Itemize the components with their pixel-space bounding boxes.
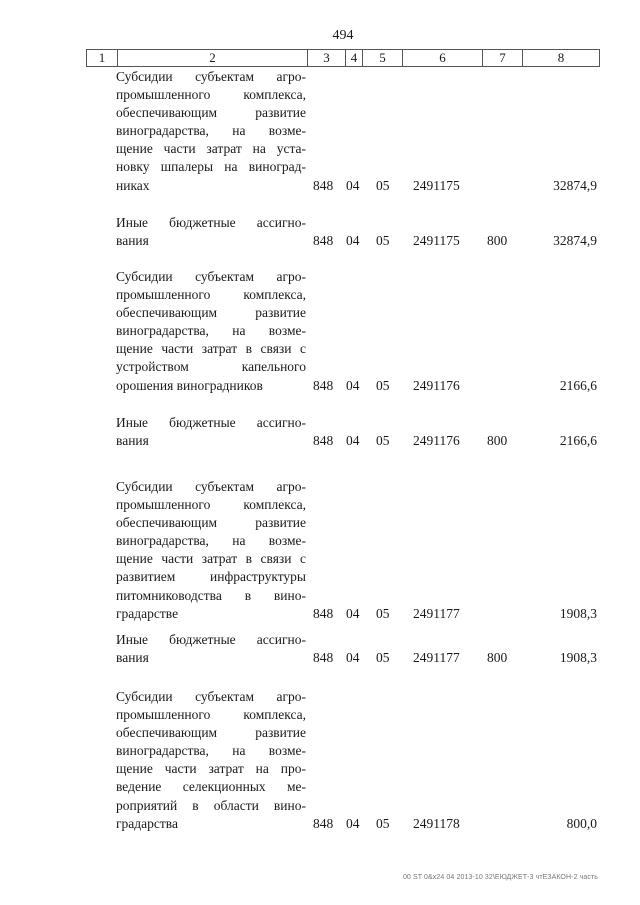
cell-c5: 05: [376, 433, 390, 449]
cell-c3: 848: [313, 233, 334, 249]
description-line: Иные бюджетные ассигно-: [116, 632, 306, 647]
cell-c5: 05: [376, 233, 390, 249]
description-line: вания: [116, 650, 149, 666]
description-line: орошения виноградников: [116, 377, 263, 393]
description-line: вания: [116, 233, 149, 249]
cell-c6: 2491177: [413, 650, 460, 666]
cell-c4: 04: [346, 177, 360, 193]
header-col-7: 7: [482, 50, 522, 66]
header-col-2: 2: [117, 50, 307, 66]
header-col-4: 4: [345, 50, 362, 66]
cell-c5: 05: [376, 377, 390, 393]
description-line: щение части затрат на про-: [116, 761, 306, 777]
description-line: устройством капельного: [116, 359, 306, 375]
description-line: питомниководства в вино-: [116, 587, 306, 603]
description-line: Субсидии субъектам агро-: [116, 479, 306, 494]
header-col-1: 1: [98, 50, 106, 65]
cell-c4: 04: [346, 650, 360, 666]
cell-c7: 800: [487, 650, 508, 666]
cell-c8: 2166,6: [559, 377, 597, 393]
cell-c3: 848: [313, 177, 334, 193]
row-description: [116, 68, 306, 195]
description-line: обеспечивающим развитие: [116, 515, 306, 531]
cell-c5: 05: [376, 177, 390, 193]
description-line: Иные бюджетные ассигно-: [116, 415, 306, 430]
cell-c6: 2491176: [413, 433, 460, 449]
cell-c8: 1908,3: [559, 605, 597, 621]
description-line: градарстве: [116, 605, 179, 621]
cell-c8: 1908,3: [559, 650, 597, 666]
cell-c6: 2491177: [413, 605, 460, 621]
header-col-3: 3: [307, 50, 345, 66]
description-line: щение части затрат на уста-: [116, 141, 306, 157]
description-line: виноградарства, на возме-: [116, 123, 306, 139]
header-col-5: 5: [362, 50, 402, 66]
row-description: [116, 631, 306, 667]
description-line: вания: [116, 433, 149, 449]
description-line: ведение селекционных ме-: [116, 779, 306, 795]
cell-c8: 2166,6: [559, 433, 597, 449]
cell-c8: 32874,9: [553, 233, 597, 249]
header-col-8: 8: [522, 50, 599, 66]
cell-c4: 04: [346, 605, 360, 621]
description-line: роприятий в области вино-: [116, 797, 306, 813]
table-header: [86, 49, 600, 67]
cell-c6: 2491175: [413, 177, 460, 193]
cell-c5: 05: [376, 605, 390, 621]
description-line: Субсидии субъектам агро-: [116, 269, 306, 284]
description-line: обеспечивающим развитие: [116, 105, 306, 121]
description-line: виноградарства, на возме-: [116, 533, 306, 549]
description-line: никах: [116, 177, 150, 193]
cell-c5: 05: [376, 650, 390, 666]
description-line: щение части затрат в связи с: [116, 551, 306, 567]
description-line: виноградарства, на возме-: [116, 743, 306, 759]
cell-c6: 2491175: [413, 233, 460, 249]
description-line: промышленного комплекса,: [116, 287, 306, 303]
description-line: развитием инфраструктуры: [116, 569, 306, 585]
cell-c6: 2491178: [413, 815, 460, 831]
cell-c4: 04: [346, 233, 360, 249]
description-line: промышленного комплекса,: [116, 707, 306, 723]
cell-c6: 2491176: [413, 377, 460, 393]
cell-c3: 848: [313, 377, 334, 393]
description-line: Субсидии субъектам агро-: [116, 689, 306, 704]
cell-c7: 800: [487, 433, 508, 449]
description-line: промышленного комплекса,: [116, 87, 306, 103]
row-description: [116, 414, 306, 450]
description-line: обеспечивающим развитие: [116, 305, 306, 321]
row-description: [116, 478, 306, 623]
cell-c4: 04: [346, 377, 360, 393]
description-line: Иные бюджетные ассигно-: [116, 215, 306, 230]
row-description: [116, 688, 306, 833]
footer-stamp: 00 ST 0&x24 04 2013-10 32\ЕЮДЖЕТ-3 чтЕЗАКОН-2 часть: [402, 874, 598, 881]
cell-c8: 32874,9: [553, 177, 597, 193]
description-line: градарства: [116, 815, 178, 831]
row-description: [116, 268, 306, 395]
cell-c4: 04: [346, 815, 360, 831]
cell-c3: 848: [313, 650, 334, 666]
cell-c7: 800: [487, 233, 508, 249]
description-line: промышленного комплекса,: [116, 497, 306, 513]
cell-c3: 848: [313, 605, 334, 621]
description-line: обеспечивающим развитие: [116, 725, 306, 741]
description-line: виноградарства, на возме-: [116, 323, 306, 339]
header-col-6: 6: [402, 50, 482, 66]
cell-c3: 848: [313, 433, 334, 449]
cell-c8: 800,0: [566, 815, 597, 831]
description-line: Субсидии субъектам агро-: [116, 69, 306, 84]
page-number: 494: [332, 28, 354, 43]
cell-c5: 05: [376, 815, 390, 831]
cell-c3: 848: [313, 815, 334, 831]
cell-c4: 04: [346, 433, 360, 449]
description-line: новку шпалеры на виноград-: [116, 159, 306, 175]
description-line: щение части затрат в связи с: [116, 341, 306, 357]
row-description: [116, 214, 306, 250]
